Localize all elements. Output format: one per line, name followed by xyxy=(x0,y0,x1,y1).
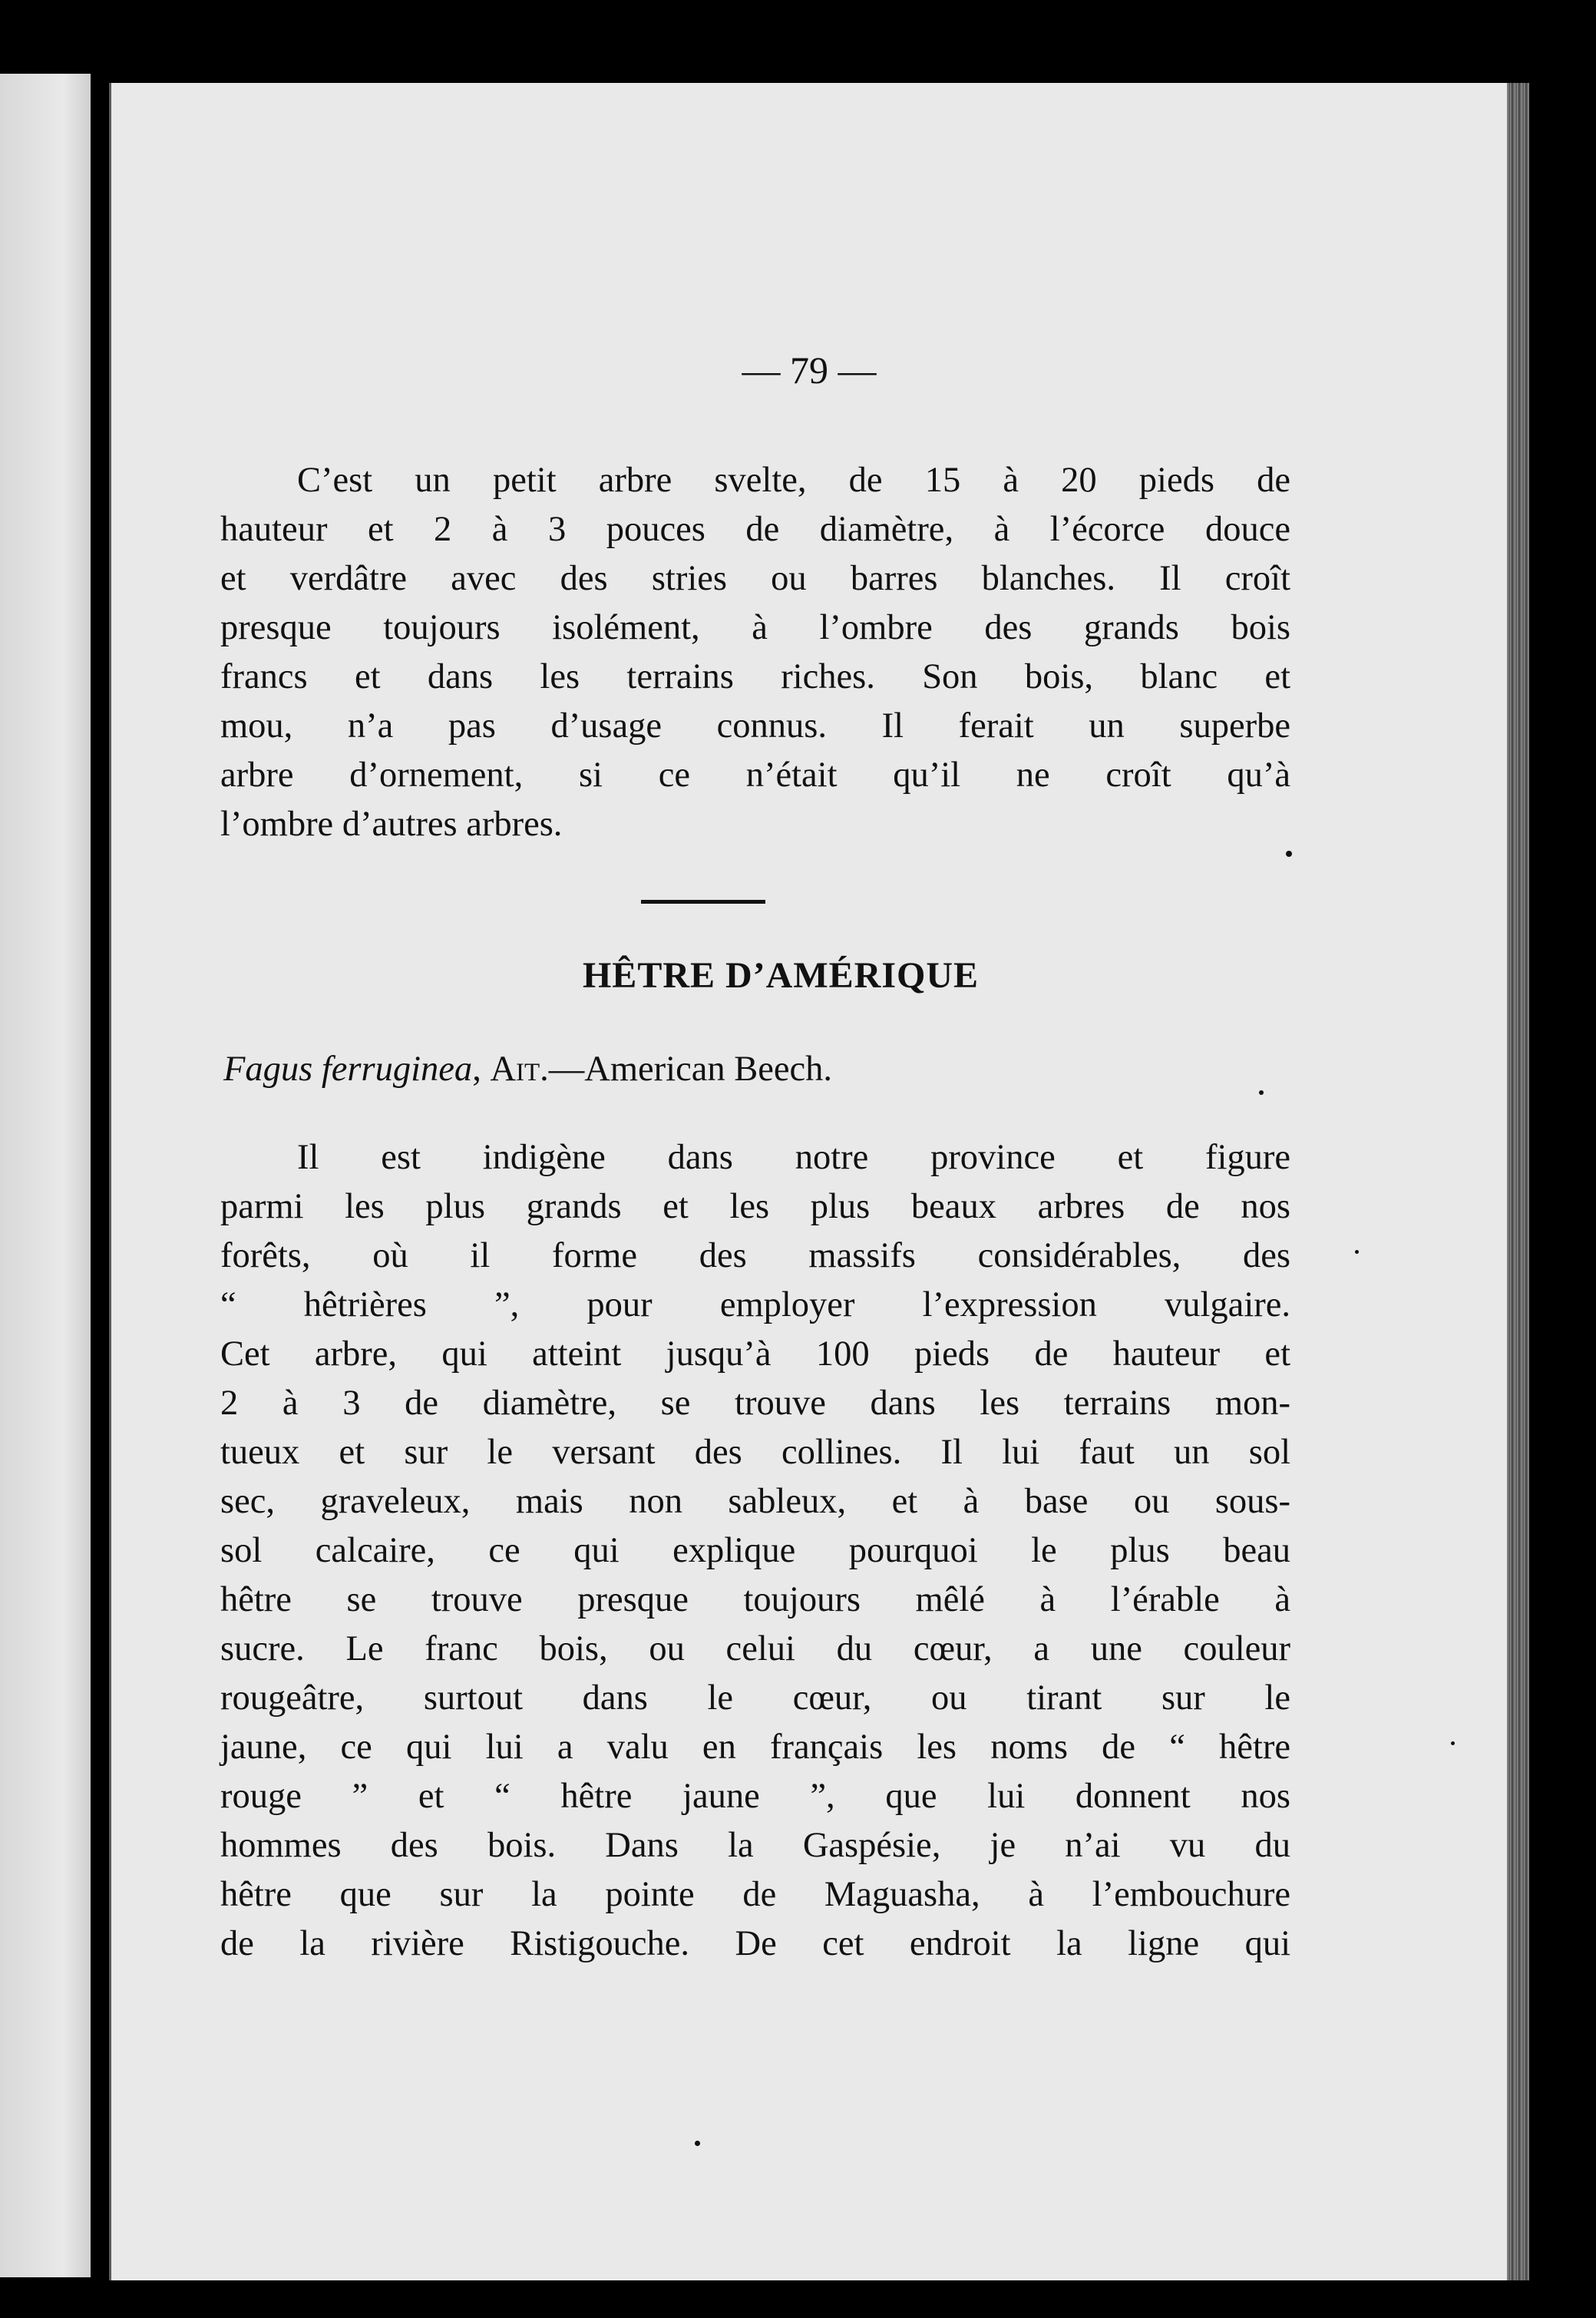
text-line: hommes des bois. Dans la Gaspésie, je n’ai vu du xyxy=(220,1826,1290,1865)
latin-name: Fagus ferruginea xyxy=(223,1050,473,1089)
scan-speck xyxy=(1286,851,1292,857)
text-line: rouge ” et “ hêtre jaune ”, que lui donnent nos xyxy=(220,1777,1290,1816)
page-number: — 79 — xyxy=(742,349,877,392)
text-line: de la rivière Ristigouche. De cet endroit la ligne qui xyxy=(220,1924,1290,1963)
scan-speck xyxy=(695,2141,700,2146)
scan-speck xyxy=(1451,1741,1455,1745)
text-line: presque toujours isolément, à l’ombre des grands bois xyxy=(220,608,1290,647)
text-line: hêtre que sur la pointe de Maguasha, à l’embouchure xyxy=(220,1875,1290,1914)
scan-speck xyxy=(1259,1090,1264,1095)
text-line: jaune, ce qui lui a valu en français les noms de “ hêtre xyxy=(220,1728,1290,1767)
text-line: Cet arbre, qui atteint jusqu’à 100 pieds de hauteur et xyxy=(220,1334,1290,1374)
previous-page-edge xyxy=(0,74,91,2277)
text-line: sucre. Le franc bois, ou celui du cœur, a une couleur xyxy=(220,1629,1290,1668)
text-line: sec, graveleux, mais non sableux, et à base ou sous- xyxy=(220,1482,1290,1521)
paragraph-2 xyxy=(220,1133,1290,1969)
section-divider xyxy=(641,900,765,904)
species-line xyxy=(223,1049,832,1090)
text-line: francs et dans les terrains riches. Son bois, blanc et xyxy=(220,657,1290,696)
text-line: hauteur et 2 à 3 pouces de diamètre, à l’écorce douce xyxy=(220,510,1290,549)
text-line: “ hêtrières ”, pour employer l’expression vulgaire. xyxy=(220,1285,1290,1324)
text-line: tueux et sur le versant des collines. Il lui faut un sol xyxy=(220,1433,1290,1472)
text-line: hêtre se trouve presque toujours mêlé à l’érable à xyxy=(220,1580,1290,1619)
text-line: 2 à 3 de diamètre, se trouve dans les terrains mon- xyxy=(220,1384,1290,1423)
common-name: —American Beech. xyxy=(548,1050,833,1089)
text-line: et verdâtre avec des stries ou barres blanches. Il croît xyxy=(220,559,1290,598)
text-line: sol calcaire, ce qui explique pourquoi le plus beau xyxy=(220,1531,1290,1570)
scan-speck xyxy=(1355,1250,1359,1254)
paragraph-1 xyxy=(220,456,1290,849)
text-line: arbre d’ornement, si ce n’était qu’il ne croît qu’à xyxy=(220,756,1290,795)
comma-separator: , xyxy=(472,1050,491,1089)
section-title: HÊTRE D’AMÉRIQUE xyxy=(582,955,980,996)
text-line: parmi les plus grands et les plus beaux arbres de nos xyxy=(220,1187,1290,1226)
text-line: C’est un petit arbre svelte, de 15 à 20 pieds de xyxy=(297,461,1290,500)
text-line: rougeâtre, surtout dans le cœur, ou tirant sur le xyxy=(220,1678,1290,1718)
author-abbreviation: Ait. xyxy=(490,1050,549,1089)
text-line: Il est indigène dans notre province et figure xyxy=(297,1138,1290,1177)
text-line: l’ombre d’autres arbres. xyxy=(220,805,563,844)
book-page xyxy=(109,83,1507,2280)
text-line: mou, n’a pas d’usage connus. Il ferait un superbe xyxy=(220,706,1290,746)
text-line: forêts, où il forme des massifs considérables, des xyxy=(220,1236,1290,1275)
